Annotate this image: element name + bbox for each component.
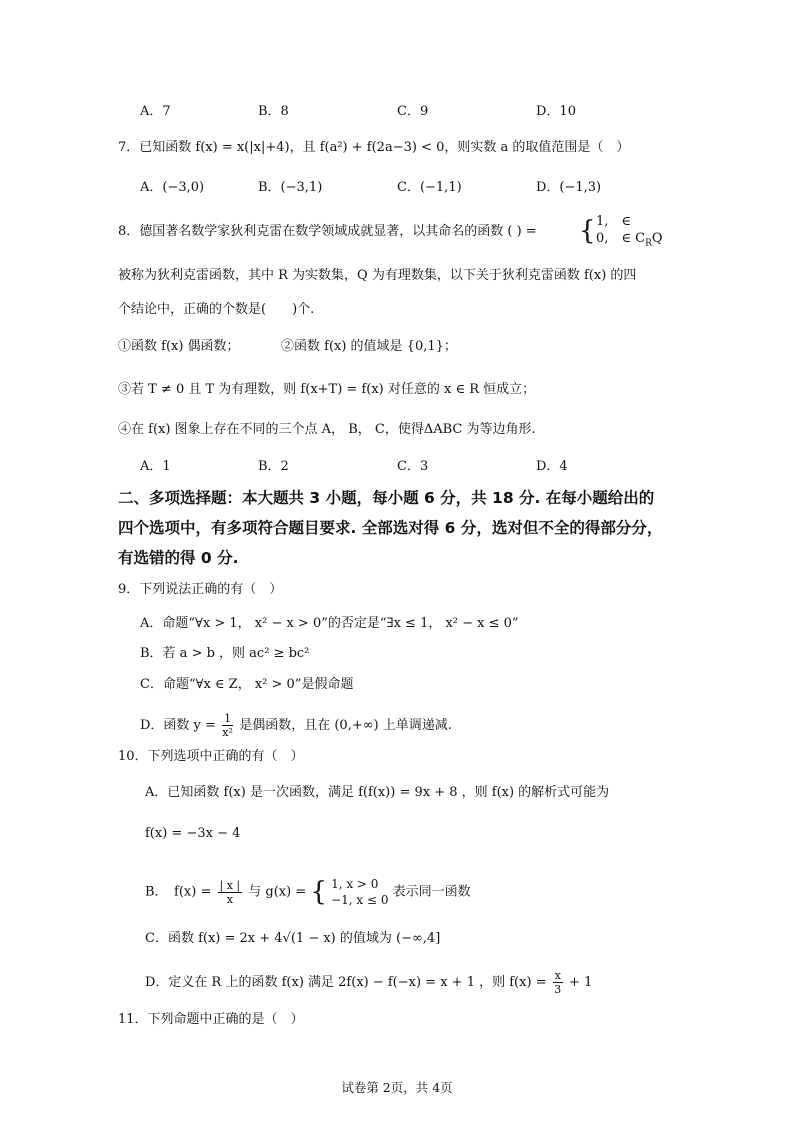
q10-option-a-line-1: A．已知函数 f(x) 是一次函数，满足 f(f(x)) = 9x + 8 ，则 f(x) 的解析式可能为: [145, 785, 610, 800]
q10-option-c: C．函数 f(x) = 2x + 4√(1 − x) 的值域为 (−∞,4]: [145, 931, 441, 946]
q7-option-a: A．(−3,0): [140, 180, 205, 195]
q10-option-b: B． f(x) = $\frac{| x |}{x}$ 与 g(x) = { 1, x > 0 −1, x ≤ 0 表示同一函数: [145, 877, 471, 907]
q8-stem: 8．德国著名数学家狄利克雷在数学领域成就显著，以其命名的函数 ( ) =: [118, 224, 537, 239]
q8-case-1: 1, ∈: [596, 214, 632, 229]
q8-item-1: ①函数 f(x) 偶函数；: [118, 339, 240, 354]
q9-option-a: A．命题“∀x > 1， x² − x > 0”的否定是“∃x ≤ 1， x² − x ≤ 0”: [140, 616, 519, 631]
q6-option-a: A．7: [140, 104, 171, 119]
q9-fraction: $\frac{1}{\text{x²}}$: [222, 712, 233, 739]
q6-option-c: C．9: [397, 104, 429, 119]
section-2-heading-line-3: 有选错的得 0 分.: [118, 549, 239, 567]
q10-b-fraction: $\frac{| x |}{x}$: [219, 878, 241, 906]
q9-option-c: C．命题“∀x ∈ Z， x² > 0”是假命题: [140, 677, 354, 692]
section-2-heading-line-2: 四个选项中，有多项符合题目要求. 全部选对得 6 分，选对但不全的得部分分，: [118, 519, 663, 537]
q8-option-b: B．2: [258, 459, 289, 474]
q7-stem: 7．已知函数 f(x) = x(|x|+4)，且 f(a²) + f(2a−3) < 0，则实数 a 的取值范围是（ ）: [118, 140, 630, 155]
q7-option-b: B．(−3,1): [258, 180, 323, 195]
q8-item-4: ④在 f(x) 图象上存在不同的三个点 A， B， C，使得ΔABC 为等边角形.: [118, 422, 536, 437]
q8-item-3: ③若 T ≠ 0 且 T 为有理数，则 f(x+T) = f(x) 对任意的 x ∈ R 恒成立；: [118, 382, 536, 397]
q10-b-cases: 1, x > 0 −1, x ≤ 0: [331, 877, 389, 907]
q10-option-d: D．定义在 R 上的函数 f(x) 满足 2f(x) − f(−x) = x + 1 ，则 f(x) = $\frac{x}{3}$ + 1: [145, 969, 593, 996]
q8-line-2: 被称为狄利克雷函数，其中 R 为实数集，Q 为有理数集，以下关于狄利克雷函数 f(x) 的四: [118, 268, 637, 283]
q10-b-brace: {: [310, 877, 327, 907]
q8-brace: {: [579, 216, 596, 246]
q6-option-d: D．10: [536, 104, 576, 119]
section-2-heading-line-1: 二、多项选择题：本大题共 3 小题，每小题 6 分，共 18 分. 在每小题给出的: [118, 489, 655, 507]
q7-option-d: D．(−1,3): [536, 180, 602, 195]
q8-case-2: 0, ∈ $C_RQ$: [596, 231, 663, 249]
q8-option-c: C．3: [397, 459, 429, 474]
q9-stem: 9．下列说法正确的有（ ）: [118, 582, 283, 597]
q10-d-fraction: $\frac{x}{3}$: [554, 969, 562, 996]
page-footer: 试卷第 2页，共 4页: [341, 1080, 453, 1095]
q8-item-2: ②函数 f(x) 的值域是 {0,1}；: [281, 339, 457, 354]
q9-option-b: B．若 a > b ，则 ac² ≥ bc²: [140, 646, 310, 661]
q10-option-a-line-2: f(x) = −3x − 4: [145, 826, 241, 841]
q8-option-d: D．4: [536, 459, 568, 474]
q6-option-b: B．8: [258, 104, 289, 119]
q11-stem: 11．下列命题中正确的是（ ）: [118, 1012, 304, 1027]
q7-option-c: C．(−1,1): [397, 180, 462, 195]
q9-option-d: D．函数 y = $\frac{1}{\text{x²}}$ 是偶函数，且在 (0,+∞) 上单调递减.: [140, 712, 452, 739]
q10-stem: 10．下列选项中正确的有（ ）: [118, 749, 304, 764]
q8-option-a: A．1: [140, 459, 171, 474]
q8-line-3: 个结论中，正确的个数是( )个.: [118, 302, 315, 317]
